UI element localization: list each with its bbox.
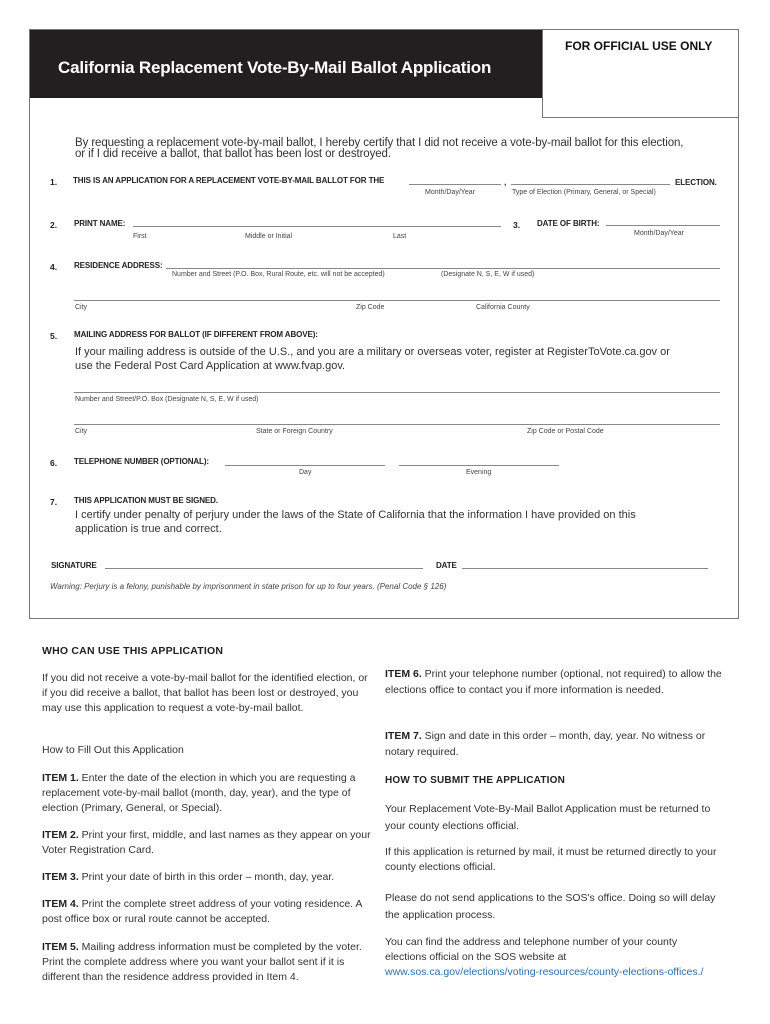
day-phone-caption: Day	[299, 469, 312, 476]
residence-direction-caption: (Designate N, S, E, W if used)	[441, 271, 535, 278]
instruction-item-2: ITEM 2. Print your first, middle, and last names as they appear on your Voter Registration Card.	[42, 829, 371, 856]
submit-paragraph-3: Please do not send applications to the SOS's office. Doing so will delay the application process.	[385, 892, 716, 921]
instruction-item-3: ITEM 3. Print your date of birth in this order – month, day, year.	[42, 871, 335, 883]
item-5-note-line-2: use the Federal Post Card Application at www.fvap.gov.	[75, 360, 346, 372]
official-use-box	[542, 30, 739, 118]
item-5-number: 5.	[50, 331, 58, 341]
election-type-caption: Type of Election (Primary, General, or Special)	[512, 189, 656, 196]
item-6-number: 6.	[50, 458, 58, 468]
how-to-fill-heading: How to Fill Out this Application	[42, 744, 184, 756]
item-1-suffix: ELECTION.	[675, 178, 717, 187]
date-of-birth-caption: Month/Day/Year	[634, 230, 684, 237]
certification-line-1: I certify under penalty of perjury under the laws of the State of California that the information I have provided on this	[75, 509, 636, 521]
item-4-label: RESIDENCE ADDRESS:	[74, 261, 163, 270]
residence-city-caption: City	[75, 304, 88, 311]
instruction-item-6: ITEM 6. Print your telephone number (optional, not required) to allow the elections office to contact you if more information is needed.	[385, 668, 722, 696]
item-5-label: MAILING ADDRESS FOR BALLOT (IF DIFFERENT FROM ABOVE):	[74, 330, 318, 339]
item-1-number: 1.	[50, 177, 58, 187]
mailing-city-state-zip-field[interactable]	[74, 424, 720, 425]
last-name-caption: Last	[393, 233, 407, 240]
mailing-city-caption: City	[75, 428, 88, 435]
item-1-comma: ,	[504, 178, 507, 187]
date-of-birth-field[interactable]	[606, 225, 720, 226]
item-7-label: THIS APPLICATION MUST BE SIGNED.	[74, 496, 218, 505]
instruction-item-4: ITEM 4. Print the complete street address of your voting residence. A post office box or rural route cannot be accepted.	[42, 898, 362, 925]
first-name-caption: First	[133, 233, 147, 240]
instruction-item-5: ITEM 5. Mailing address information must be completed by the voter. Print the complete address where you want your ballot sent if it is different than the residence address provided in Item 4.	[42, 941, 362, 983]
item-5-note-line-1: If your mailing address is outside of the U.S., and you are a military or overseas voter, register at RegisterToVote.ca.gov or	[75, 346, 670, 358]
submit-paragraph-4: You can find the address and telephone number of your county elections official on the SOS website at www.sos.ca.gov/elections/voting-resources/county-elections-offices./	[385, 936, 704, 978]
evening-phone-field[interactable]	[399, 465, 559, 466]
who-can-use-body: If you did not receive a vote-by-mail ballot for the identified election, or if you did receive a ballot, that ballot has been lost or destroyed, you may use this application to request a vote-by-mail ballot.	[42, 672, 368, 714]
item-2-label: PRINT NAME:	[74, 219, 126, 228]
signature-label: SIGNATURE	[51, 561, 97, 570]
item-6-label: TELEPHONE NUMBER (OPTIONAL):	[74, 457, 209, 466]
election-date-caption: Month/Day/Year	[425, 189, 475, 196]
item-7-number: 7.	[50, 497, 58, 507]
mailing-street-caption: Number and Street/P.O. Box (Designate N, S, E, W if used)	[75, 396, 259, 403]
print-name-field[interactable]	[133, 226, 501, 227]
certification-line-2: application is true and correct.	[75, 523, 222, 535]
intro-line-2: or if I did receive a ballot, that ballot has been lost or destroyed.	[75, 148, 391, 160]
item-1-label: THIS IS AN APPLICATION FOR A REPLACEMENT VOTE-BY-MAIL BALLOT FOR THE	[73, 176, 385, 185]
mailing-state-caption: State or Foreign Country	[256, 428, 333, 435]
evening-phone-caption: Evening	[466, 469, 492, 476]
how-to-submit-heading: HOW TO SUBMIT THE APPLICATION	[385, 775, 566, 786]
intro-line-1: By requesting a replacement vote-by-mail ballot, I hereby certify that I did not receive a vote-by-mail ballot for this election,	[75, 137, 684, 149]
title-bar	[30, 30, 542, 98]
submit-paragraph-2: If this application is returned by mail, it must be returned directly to your county elections official.	[385, 846, 717, 873]
election-date-field[interactable]	[409, 184, 501, 185]
mailing-street-field[interactable]	[74, 392, 720, 393]
date-label: DATE	[436, 561, 457, 570]
signature-field[interactable]	[105, 568, 423, 569]
item-2-number: 2.	[50, 220, 58, 230]
residence-zip-caption: Zip Code	[356, 304, 385, 311]
official-use-label: FOR OFFICIAL USE ONLY	[565, 39, 713, 53]
item-3-label: DATE OF BIRTH:	[537, 219, 600, 228]
day-phone-field[interactable]	[225, 465, 385, 466]
residence-city-zip-county-field[interactable]	[74, 300, 720, 301]
middle-name-caption: Middle or Initial	[245, 233, 293, 240]
item-4-number: 4.	[50, 262, 58, 272]
item-3-number: 3.	[513, 220, 521, 230]
county-offices-link[interactable]: www.sos.ca.gov/elections/voting-resources/county-elections-offices./	[385, 966, 704, 978]
mailing-zip-caption: Zip Code or Postal Code	[527, 428, 604, 435]
instruction-item-7: ITEM 7. Sign and date in this order – month, day, year. No witness or notary required.	[385, 730, 706, 758]
perjury-warning: Warning: Perjury is a felony, punishable by imprisonment in state prison for up to four years. (Penal Code § 126)	[50, 582, 447, 591]
instruction-item-1: ITEM 1. Enter the date of the election in which you are requesting a replacement vote-by-mail ballot (month, day, year), and the type of election (Primary, General, or Special).	[42, 772, 356, 814]
election-type-field[interactable]	[511, 184, 670, 185]
who-can-use-heading: WHO CAN USE THIS APPLICATION	[42, 645, 224, 657]
residence-county-caption: California County	[476, 304, 530, 311]
signature-date-field[interactable]	[462, 568, 708, 569]
residence-street-caption: Number and Street (P.O. Box, Rural Route, etc. will not be accepted)	[172, 271, 385, 278]
residence-street-field[interactable]	[166, 268, 720, 269]
form-title: California Replacement Vote-By-Mail Ballot Application	[58, 58, 492, 77]
submit-paragraph-1: Your Replacement Vote-By-Mail Ballot Application must be returned to your county elections official.	[385, 803, 711, 832]
